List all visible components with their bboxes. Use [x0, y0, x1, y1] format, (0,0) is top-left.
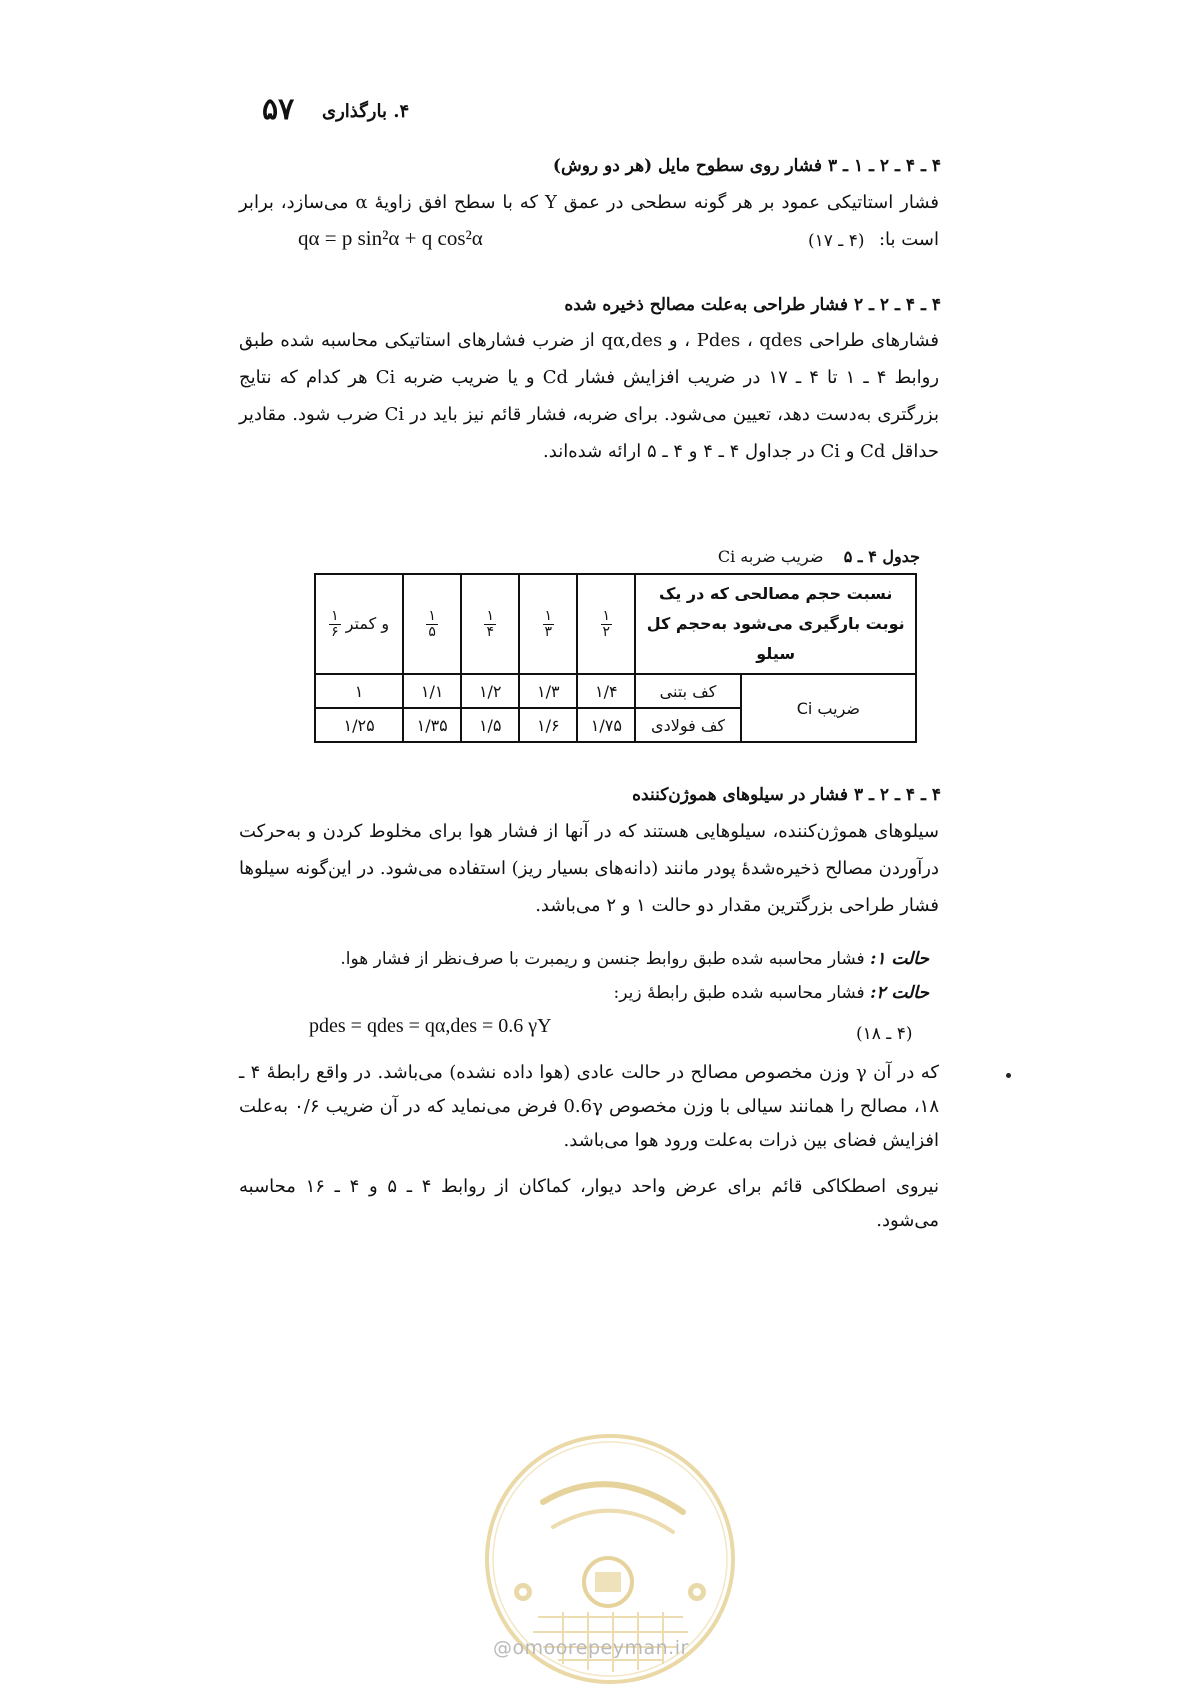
- table-cell: ۱/۵: [461, 708, 519, 742]
- table-cell: ۱/۴: [577, 674, 635, 708]
- impact-factor-table: [314, 573, 917, 743]
- table-cell: ۱/۷۵: [577, 708, 635, 742]
- watermark-site-text: @omoorepeyman.ir: [493, 1637, 689, 1659]
- section-heading-inclined-surfaces: ۴ ـ ۴ ـ ۲ ـ ۱ ـ ۳ فشار روی سطوح مایل (هر دو روش): [552, 156, 941, 176]
- section-heading-homogenizing-silos: ۴ ـ ۴ ـ ۲ ـ ۳ فشار در سیلوهای هموژن‌کننده: [632, 785, 941, 805]
- case-1-label: حالت ۱:: [870, 949, 929, 969]
- page-number: ۵۷: [262, 92, 295, 127]
- row-label-concrete-floor: کف بتنی: [635, 674, 740, 708]
- table-cell: ۱/۳: [519, 674, 577, 708]
- paragraph-design-pressure: فشارهای طراحی Pdes ، qdes ، و qα,des از ضرب فشارهای استاتیکی محاسبه شده طبق روابط ۴ ـ ۱ تا ۴ ـ ۱۷ در ضریب افزایش فشار Cd و یا ضریب ضربه Ci هر کدام که نتایج بزرگتری به‌دست دهد، تعیین می‌شود. برای ضربه، فشار قائم نیز باید در Ci ضرب شود. مقادیر حداقل Cd و Ci در جداول ۴ ـ ۴ و ۴ ـ ۵ ارائه شده‌اند.: [239, 330, 940, 462]
- case-2: [614, 983, 929, 1003]
- table-cell: ۱/۲: [461, 674, 519, 708]
- paragraph-friction-force: نیروی اصطکاکی قائم برای عرض واحد دیوار، کماکان از روابط ۴ ـ ۵ و ۴ ـ ۱۶ محاسبه می‌شود.: [239, 1176, 940, 1231]
- row-group-label: ضریب Ci: [741, 674, 916, 742]
- ratio-cell-2: [519, 574, 577, 674]
- ratio-cell-5: [315, 574, 403, 674]
- case-2-text: فشار محاسبه شده طبق رابطهٔ زیر:: [613, 983, 865, 1003]
- table-header-row: [315, 574, 916, 674]
- fraction-one-fifth: $\frac{۱}{۵}$: [428, 607, 436, 640]
- section-heading-design-pressure: ۴ ـ ۴ ـ ۲ ـ ۲ فشار طراحی به‌علت مصالح ذخیره شده: [564, 295, 941, 315]
- ratio-header-label: نسبت حجم مصالحی که در یک نوبت بارگیری می‌شود به‌حجم کل سیلو: [635, 574, 916, 674]
- table-row-concrete: [315, 674, 916, 708]
- equation-4-18: pdes = qdes = qα,des = 0.6 γY: [309, 1015, 552, 1037]
- case-2-label: حالت ۲:: [870, 983, 929, 1003]
- case-1: [340, 949, 929, 969]
- fraction-one-half: $\frac{۱}{۲}$: [602, 607, 611, 640]
- ratio-suffix: و کمتر: [345, 613, 390, 633]
- table-caption-text: ضریب ضربه Ci: [717, 547, 824, 566]
- paragraph-specific-weight: که در آن γ وزن مخصوص مصالح در حالت عادی (هوا داده نشده) می‌باشد. در واقع رابطهٔ ۴ ـ ۱۸، مصالح را همانند سیالی با وزن مخصوص 0.6γ فرض می‌نماید که در آن ضریب ۰/۶ به‌علت افزایش فضای بین ذرات به‌علت ورود هوا می‌باشد.: [239, 1062, 939, 1151]
- table-cell: ۱/۱: [403, 674, 461, 708]
- table-cell: ۱/۲۵: [315, 708, 403, 742]
- ratio-cell-4: [403, 574, 461, 674]
- table-cell: ۱: [315, 674, 403, 708]
- table-caption-label: جدول ۴ ـ ۵: [843, 547, 920, 566]
- equation-number-4-17: (۴ ـ ۱۷): [808, 231, 865, 251]
- table-caption: [718, 547, 920, 566]
- table-cell: ۱/۳۵: [403, 708, 461, 742]
- ratio-cell-3: [461, 574, 519, 674]
- stray-mark: [1006, 1073, 1011, 1078]
- fraction-one-sixth: $\frac{۱}{۶}$: [331, 607, 339, 640]
- paragraph-homogenizing-silos: سیلوهای هموژن‌کننده، سیلوهایی هستند که در آنها از فشار هوا برای مخلوط کردن و به‌حرکت درآوردن مصالح ذخیره‌شدهٔ پودر مانند (دانه‌های بسیار ریز) استفاده می‌شود. در این‌گونه سیلوها فشار طراحی بزرگترین مقدار دو حالت ۱ و ۲ می‌باشد.: [239, 821, 939, 916]
- fraction-one-third: $\frac{۱}{۳}$: [544, 607, 553, 640]
- chapter-title: ۴. بارگذاری: [322, 101, 410, 122]
- fraction-one-fourth: $\frac{۱}{۴}$: [486, 607, 494, 640]
- case-1-text: فشار محاسبه شده طبق روابط جنسن و ریمبرت با صرف‌نظر از فشار هوا.: [340, 949, 865, 969]
- paragraph-inclined-surfaces: فشار استاتیکی عمود بر هر گونه سطحی در عمق Y که با سطح افق زاویهٔ α می‌سازد، برابر است با:: [239, 192, 939, 250]
- ratio-cell-1: [577, 574, 635, 674]
- table-cell: ۱/۶: [519, 708, 577, 742]
- row-label-steel-floor: کف فولادی: [635, 708, 740, 742]
- equation-4-17: qα = p sin²α + q cos²α: [298, 226, 483, 250]
- equation-number-4-18: (۴ ـ ۱۸): [856, 1024, 913, 1044]
